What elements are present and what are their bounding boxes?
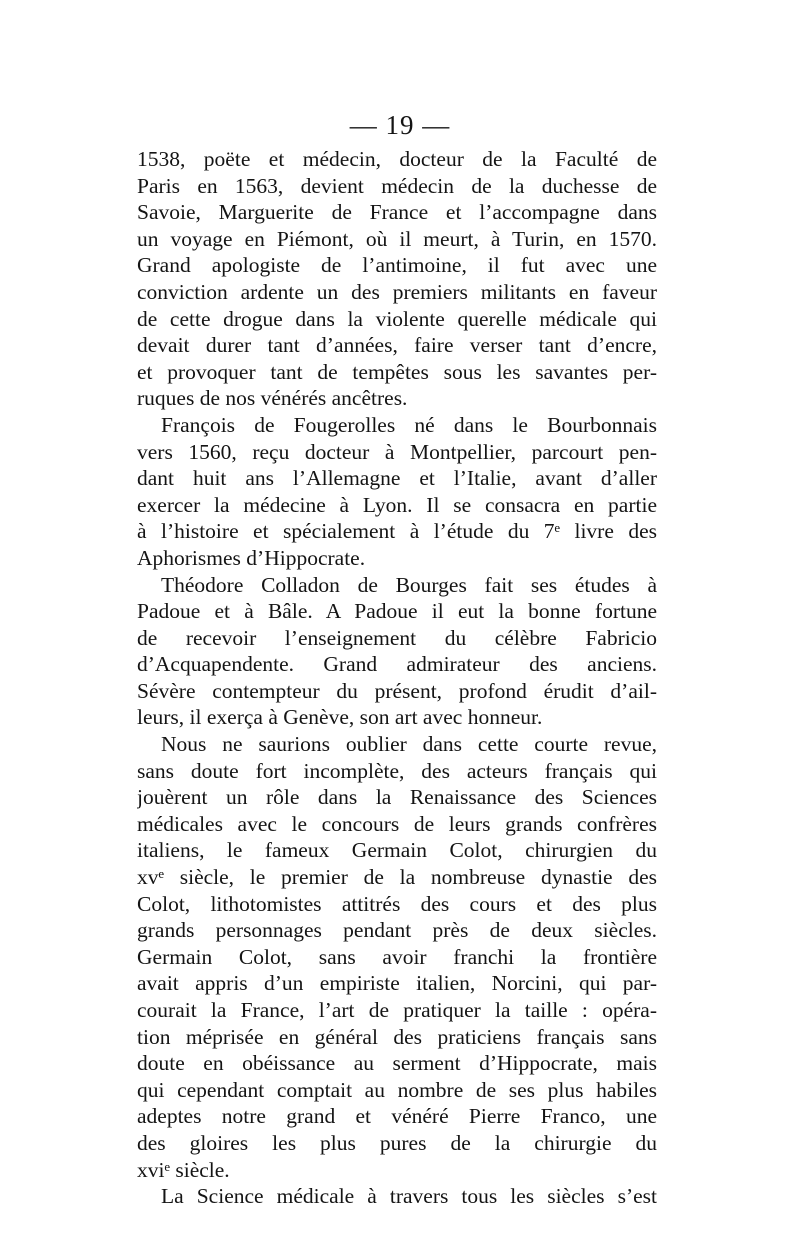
text-line: sans doute fort incomplète, des acteurs français qui bbox=[137, 758, 657, 783]
text-line: exercer la médecine à Lyon. Il se consacra en partie bbox=[137, 492, 657, 517]
text-line: un voyage en Piémont, où il meurt, à Turin, en 1570. bbox=[137, 226, 657, 251]
text-line: Germain Colot, sans avoir franchi la frontière bbox=[137, 944, 657, 969]
text-line: 1538, poëte et médecin, docteur de la Faculté de bbox=[137, 147, 657, 171]
body-text bbox=[137, 146, 657, 1210]
text-line: Colot, lithotomistes attitrés des cours et des plus bbox=[137, 891, 657, 916]
text-line: leurs, il exerça à Genève, son art avec honneur. bbox=[137, 705, 543, 730]
text-line: xviᵉ siècle. bbox=[137, 1157, 230, 1182]
text-line: La Science médicale à travers tous les siècles s’est bbox=[161, 1184, 657, 1209]
text-line: vers 1560, reçu docteur à Montpellier, parcourt pen- bbox=[137, 439, 657, 464]
text-line: ruques de nos vénérés ancêtres. bbox=[137, 386, 408, 411]
page-number: — 19 — bbox=[349, 110, 451, 140]
text-line: François de Fougerolles né dans le Bourbonnais bbox=[161, 412, 657, 437]
text-line: conviction ardente un des premiers militants en faveur bbox=[137, 279, 657, 304]
text-line: Théodore Colladon de Bourges fait ses études à bbox=[161, 572, 657, 597]
text-line: Savoie, Marguerite de France et l’accompagne dans bbox=[137, 200, 657, 225]
text-line: xvᵉ siècle, le premier de la nombreuse dynastie des bbox=[137, 865, 657, 890]
text-line: médicales avec le concours de leurs grands confrères bbox=[137, 811, 657, 836]
text-line: courait la France, l’art de pratiquer la taille : opéra- bbox=[137, 998, 657, 1022]
text-line: dant huit ans l’Allemagne et l’Italie, avant d’aller bbox=[137, 466, 657, 491]
text-line: Padoue et à Bâle. A Padoue il eut la bonne fortune bbox=[137, 599, 657, 624]
text-line: Aphorismes d’Hippocrate. bbox=[137, 545, 366, 570]
text-line: des gloires les plus pures de la chirurgie du bbox=[137, 1130, 657, 1155]
text-line: avait appris d’un empiriste italien, Norcini, qui par- bbox=[137, 971, 657, 996]
text-line: jouèrent un rôle dans la Renaissance des Sciences bbox=[137, 785, 657, 810]
text-line: Sévère contempteur du présent, profond érudit d’ail- bbox=[137, 678, 657, 703]
text-line: à l’histoire et spécialement à l’étude du 7ᵉ livre des bbox=[137, 519, 657, 544]
text-line: tion méprisée en général des praticiens français sans bbox=[137, 1024, 657, 1049]
text-line: Paris en 1563, devient médecin de la duchesse de bbox=[137, 173, 657, 198]
text-line: italiens, le fameux Germain Colot, chirurgien du bbox=[137, 838, 657, 863]
text-line: devait durer tant d’années, faire verser tant d’encre, bbox=[137, 333, 657, 358]
text-line: adeptes notre grand et vénéré Pierre Franco, une bbox=[137, 1104, 657, 1129]
text-line: doute en obéissance au serment d’Hippocrate, mais bbox=[137, 1051, 657, 1076]
text-line: de recevoir l’enseignement du célèbre Fabricio bbox=[137, 625, 657, 650]
text-line: Grand apologiste de l’antimoine, il fut avec une bbox=[137, 253, 657, 278]
text-line: de cette drogue dans la violente querelle médicale qui bbox=[137, 306, 657, 331]
text-line: Nous ne saurions oublier dans cette courte revue, bbox=[161, 732, 657, 757]
text-line: et provoquer tant de tempêtes sous les savantes per- bbox=[137, 359, 657, 384]
text-line: qui cependant comptait au nombre de ses plus habiles bbox=[137, 1077, 657, 1102]
text-line: d’Acquapendente. Grand admirateur des anciens. bbox=[137, 652, 657, 677]
text-line: grands personnages pendant près de deux siècles. bbox=[137, 918, 657, 943]
